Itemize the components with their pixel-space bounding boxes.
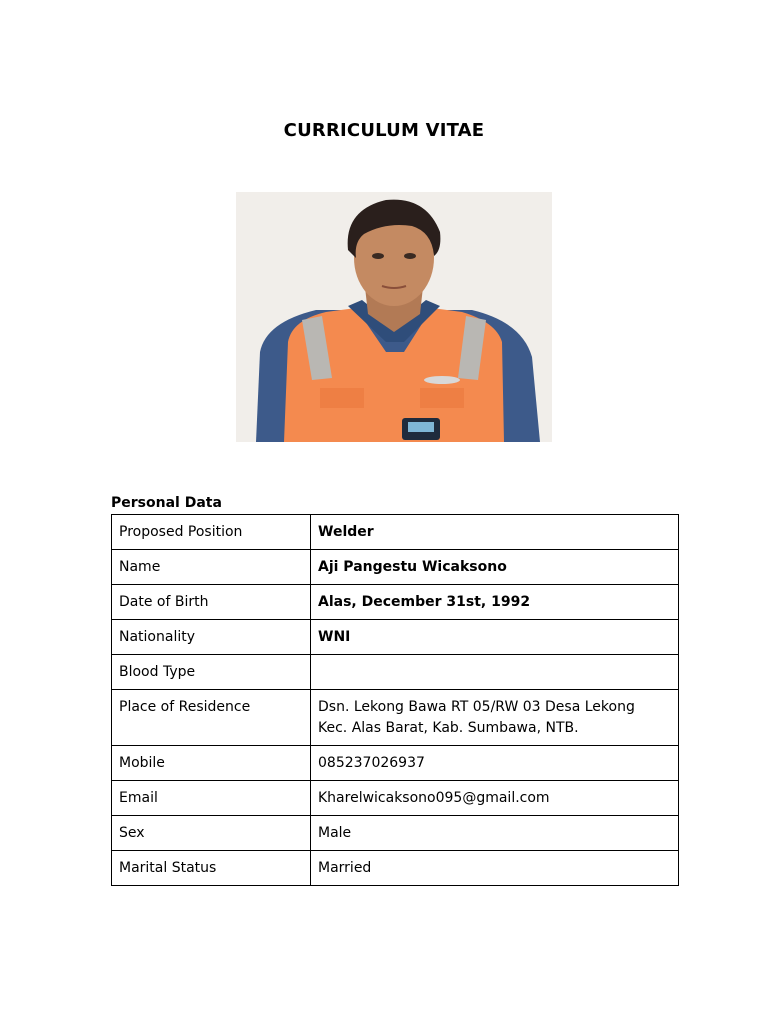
document-title: CURRICULUM VITAE (283, 120, 485, 141)
table-row-marital-status (112, 851, 679, 886)
row-label: Nationality (112, 620, 311, 655)
row-value: Alas, December 31st, 1992 (311, 585, 679, 620)
row-label: Email (112, 781, 311, 816)
table-row-blood-type (112, 655, 679, 690)
profile-photo (236, 192, 552, 442)
row-label: Sex (112, 816, 311, 851)
table-row-place-of-residence (112, 690, 679, 746)
row-value: Welder (311, 515, 679, 550)
table-row-sex (112, 816, 679, 851)
personal-data-heading: Personal Data (111, 495, 222, 511)
residence-line-2: Kec. Alas Barat, Kab. Sumbawa, NTB. (318, 720, 579, 736)
row-value: Married (311, 851, 679, 886)
table-row-proposed-position (112, 515, 679, 550)
table-row-email (112, 781, 679, 816)
row-value: 085237026937 (311, 746, 679, 781)
row-label: Mobile (112, 746, 311, 781)
table-row-name (112, 550, 679, 585)
row-value: Male (311, 816, 679, 851)
row-label: Proposed Position (112, 515, 311, 550)
row-value: Aji Pangestu Wicaksono (311, 550, 679, 585)
table-row-mobile (112, 746, 679, 781)
row-value: Kharelwicaksono095@gmail.com (311, 781, 679, 816)
row-value (311, 690, 679, 746)
row-label: Marital Status (112, 851, 311, 886)
personal-data-table (111, 514, 679, 886)
row-label: Name (112, 550, 311, 585)
row-label: Place of Residence (112, 690, 311, 746)
row-value: WNI (311, 620, 679, 655)
residence-line-1: Dsn. Lekong Bawa RT 05/RW 03 Desa Lekong (318, 699, 635, 715)
table-row-nationality (112, 620, 679, 655)
table-row-date-of-birth (112, 585, 679, 620)
row-label: Date of Birth (112, 585, 311, 620)
row-label: Blood Type (112, 655, 311, 690)
row-value (311, 655, 679, 690)
